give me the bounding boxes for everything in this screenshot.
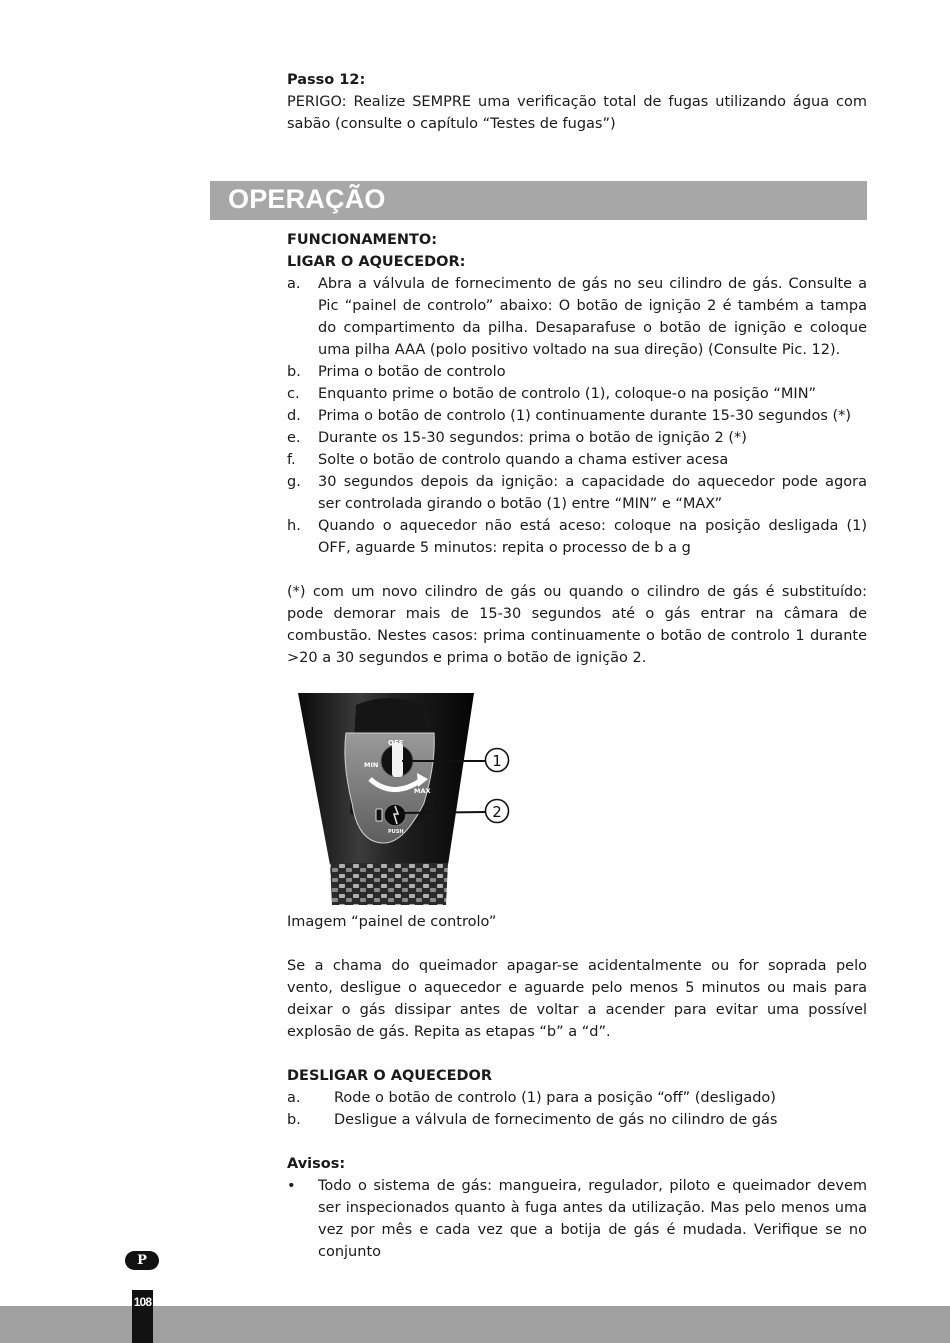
list-item <box>287 515 867 559</box>
avisos-block <box>287 1153 867 1263</box>
ligar-heading: LIGAR O AQUECEDOR: <box>287 254 466 270</box>
list-item <box>287 361 867 383</box>
list-item <box>287 1175 867 1263</box>
list-marker: e. <box>287 430 301 446</box>
list-marker: c. <box>287 386 300 402</box>
section-banner <box>210 181 867 220</box>
list-marker: b. <box>287 364 301 380</box>
list-item <box>287 1087 867 1109</box>
list-marker: b. <box>287 1112 301 1128</box>
list-item <box>287 471 867 515</box>
ignition-label-push: PUSH <box>388 829 404 835</box>
figure-caption: Imagem “painel de controlo” <box>287 914 497 930</box>
step-title: Passo 12: <box>287 72 366 88</box>
list-text: Desligue a válvula de fornecimento de gás no cilindro de gás <box>334 1112 778 1128</box>
list-marker: g. <box>287 474 301 490</box>
list-text: Durante os 15-30 segundos: prima o botão de ignição 2 (*) <box>318 430 747 446</box>
list-item <box>287 427 867 449</box>
list-item <box>287 405 867 427</box>
step-warning-text: PERIGO: Realize SEMPRE uma verificação total de fugas utilizando água com sabão (consulte o capítulo “Testes de fugas”) <box>287 94 867 132</box>
desligar-heading: DESLIGAR O AQUECEDOR <box>287 1068 493 1084</box>
gas-note: (*) com um novo cilindro de gás ou quando o cilindro de gás é substituído: pode demorar mais de 15-30 segundos até o gás entrar na câmara de combustão. Nestes casos: prima continuamente o botão de controlo 1 durante >20 a 30 segundos e prima o botão de ignição 2. <box>287 584 867 666</box>
knob-label-max: MAX <box>414 787 431 795</box>
list-marker: h. <box>287 518 301 534</box>
list-text: Todo o sistema de gás: mangueira, regulador, piloto e queimador devem ser inspecionados quanto à fuga antes da utilização. Mas pelo menos uma vez por mês e cada vez que a botija de gás é mudada. Verifique se no conjunto <box>318 1178 867 1260</box>
control-panel-illustration <box>296 693 516 905</box>
control-panel-figure <box>296 693 516 905</box>
funcionamento-block <box>287 229 867 559</box>
section-title: OPERAÇÃO <box>228 184 386 214</box>
language-badge: P <box>125 1251 159 1270</box>
list-item <box>287 383 867 405</box>
list-item <box>287 1109 867 1131</box>
knob-label-min: MIN <box>364 761 379 769</box>
list-text: 30 segundos depois da ignição: a capacidade do aquecedor pode agora ser controlada girando o botão (1) entre “MIN” e “MAX” <box>318 474 867 512</box>
list-marker: a. <box>287 276 301 292</box>
list-item <box>287 273 867 361</box>
desligar-block <box>287 1065 867 1131</box>
avisos-heading: Avisos: <box>287 1156 346 1172</box>
callout-1: 1 <box>492 752 502 770</box>
flame-note: Se a chama do queimador apagar-se acidentalmente ou for soprada pelo vento, desligue o aquecedor e aguarde pelo menos 5 minutos ou mais para deixar o gás dissipar antes de voltar a acender para evitar uma possível explosão de gás. Repita as etapas “b” a “d”. <box>287 958 867 1040</box>
list-text: Solte o botão de controlo quando a chama estiver acesa <box>318 452 729 468</box>
list-text: Abra a válvula de fornecimento de gás no seu cilindro de gás. Consulte a Pic “painel de controlo” abaixo: O botão de ignição 2 é também a tampa do compartimento da pilha. Desaparafuse o botão de ignição e coloque uma pilha AAA (polo positivo voltado na sua direção) (Consulte Pic. 12). <box>318 276 867 358</box>
step-12-block <box>287 69 867 135</box>
page-number: 108 <box>132 1290 153 1343</box>
list-marker: f. <box>287 452 296 468</box>
bullet-marker: • <box>287 1178 296 1194</box>
list-marker: a. <box>287 1090 301 1106</box>
list-text: Enquanto prime o botão de controlo (1), coloque-o na posição “MIN” <box>318 386 817 402</box>
callout-2: 2 <box>492 803 502 821</box>
list-text: Prima o botão de controlo (1) continuamente durante 15-30 segundos (*) <box>318 408 852 424</box>
knob-label-off: OFF <box>388 739 404 747</box>
list-text: Prima o botão de controlo <box>318 364 506 380</box>
list-marker: d. <box>287 408 301 424</box>
list-item <box>287 449 867 471</box>
list-text: Quando o aquecedor não está aceso: coloque na posição desligada (1) OFF, aguarde 5 minutos: repita o processo de b a g <box>318 518 867 556</box>
list-text: Rode o botão de controlo (1) para a posição “off” (desligado) <box>334 1090 776 1106</box>
funcionamento-heading: FUNCIONAMENTO: <box>287 232 438 248</box>
